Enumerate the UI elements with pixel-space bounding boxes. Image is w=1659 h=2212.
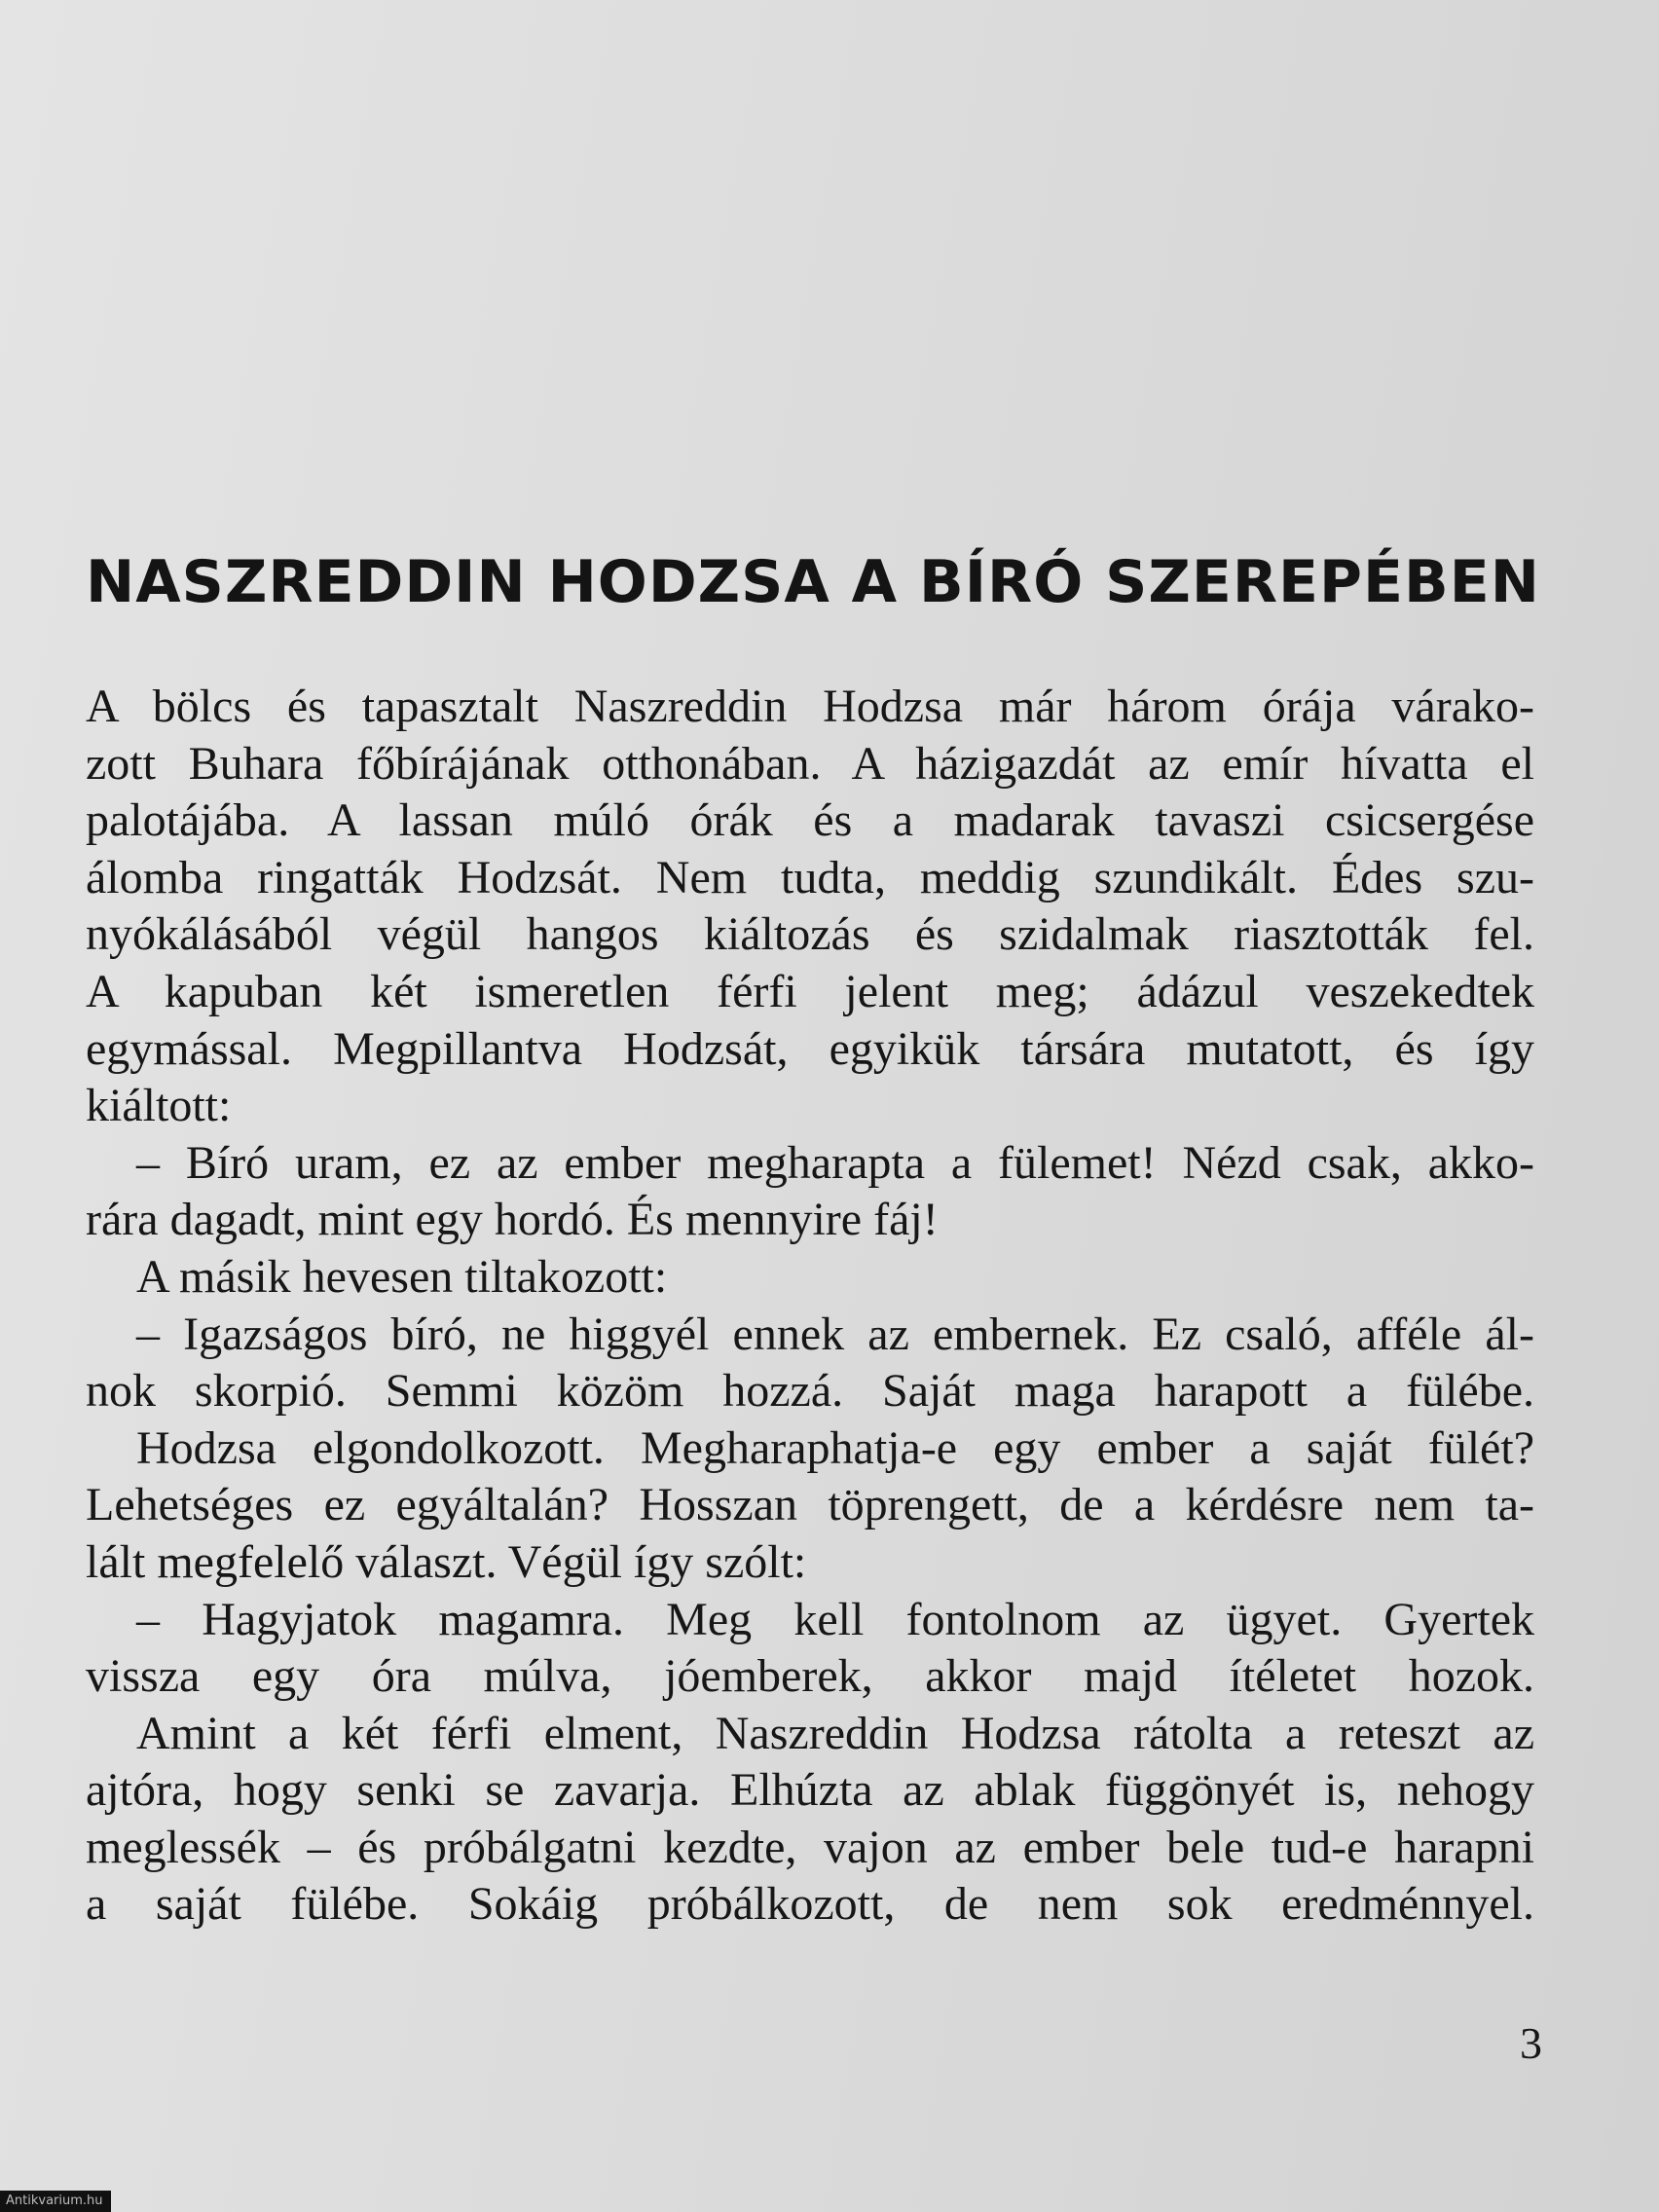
text-line: Lehetséges ez egyáltalán? Hosszan töprengett, de a kérdésre nem ta- (86, 1479, 1534, 1531)
text-line: a saját fülébe. Sokáig próbálkozott, de nem sok eredménnyel. (86, 1878, 1534, 1931)
text-line: ajtóra, hogy senki se zavarja. Elhúzta az ablak függönyét is, nehogy (86, 1764, 1534, 1817)
text-line: zott Buhara főbírájának otthonában. A házigazdát az emír hívatta el (86, 737, 1534, 790)
text-line: palotájába. A lassan múló órák és a madarak tavaszi csicsergése (86, 794, 1534, 847)
page-number: 3 (1520, 2018, 1542, 2068)
text-line: Hodzsa elgondolkozott. Megharaphatja-e egy ember a saját fülét? (136, 1421, 1534, 1474)
body-text (86, 679, 1534, 1934)
text-line: A másik hevesen tiltakozott: (136, 1250, 668, 1303)
text-line: – Hagyjatok magamra. Meg kell fontolnom az ügyet. Gyertek (136, 1593, 1534, 1645)
text-line: – Igazságos bíró, ne higgyél ennek az embernek. Ez csaló, afféle ál- (136, 1308, 1534, 1360)
chapter-title: NASZREDDIN HODZSA A BÍRÓ SZEREPÉBEN (86, 548, 1540, 616)
text-line: A kapuban két ismeretlen férfi jelent meg; ádázul veszekedtek (86, 965, 1534, 1017)
text-line: nyókálásából végül hangos kiáltozás és szidalmak riasztották fel. (86, 908, 1534, 961)
text-line: kiáltott: (86, 1080, 232, 1132)
text-line: – Bíró uram, ez az ember megharapta a fülemet! Nézd csak, akko- (136, 1136, 1534, 1189)
text-line: egymással. Megpillantva Hodzsát, egyikük társára mutatott, és így (86, 1022, 1534, 1075)
text-line: álomba ringatták Hodzsát. Nem tudta, meddig szundikált. Édes szu- (86, 851, 1534, 903)
text-line: lált megfelelő választ. Végül így szólt: (86, 1535, 807, 1588)
text-line: nok skorpió. Semmi közöm hozzá. Saját maga harapott a fülébe. (86, 1365, 1534, 1418)
text-line: rára dagadt, mint egy hordó. És mennyire fáj! (86, 1194, 939, 1246)
text-line: vissza egy óra múlva, jóemberek, akkor majd ítéletet hozok. (86, 1650, 1534, 1703)
text-line: meglessék – és próbálgatni kezdte, vajon az ember bele tud-e harapni (86, 1821, 1534, 1873)
text-line: Amint a két férfi elment, Naszreddin Hodzsa rátolta a reteszt az (136, 1707, 1534, 1759)
watermark-label: Antikvarium.hu (0, 2191, 111, 2212)
text-line: A bölcs és tapasztalt Naszreddin Hodzsa már három órája várako- (86, 681, 1534, 732)
